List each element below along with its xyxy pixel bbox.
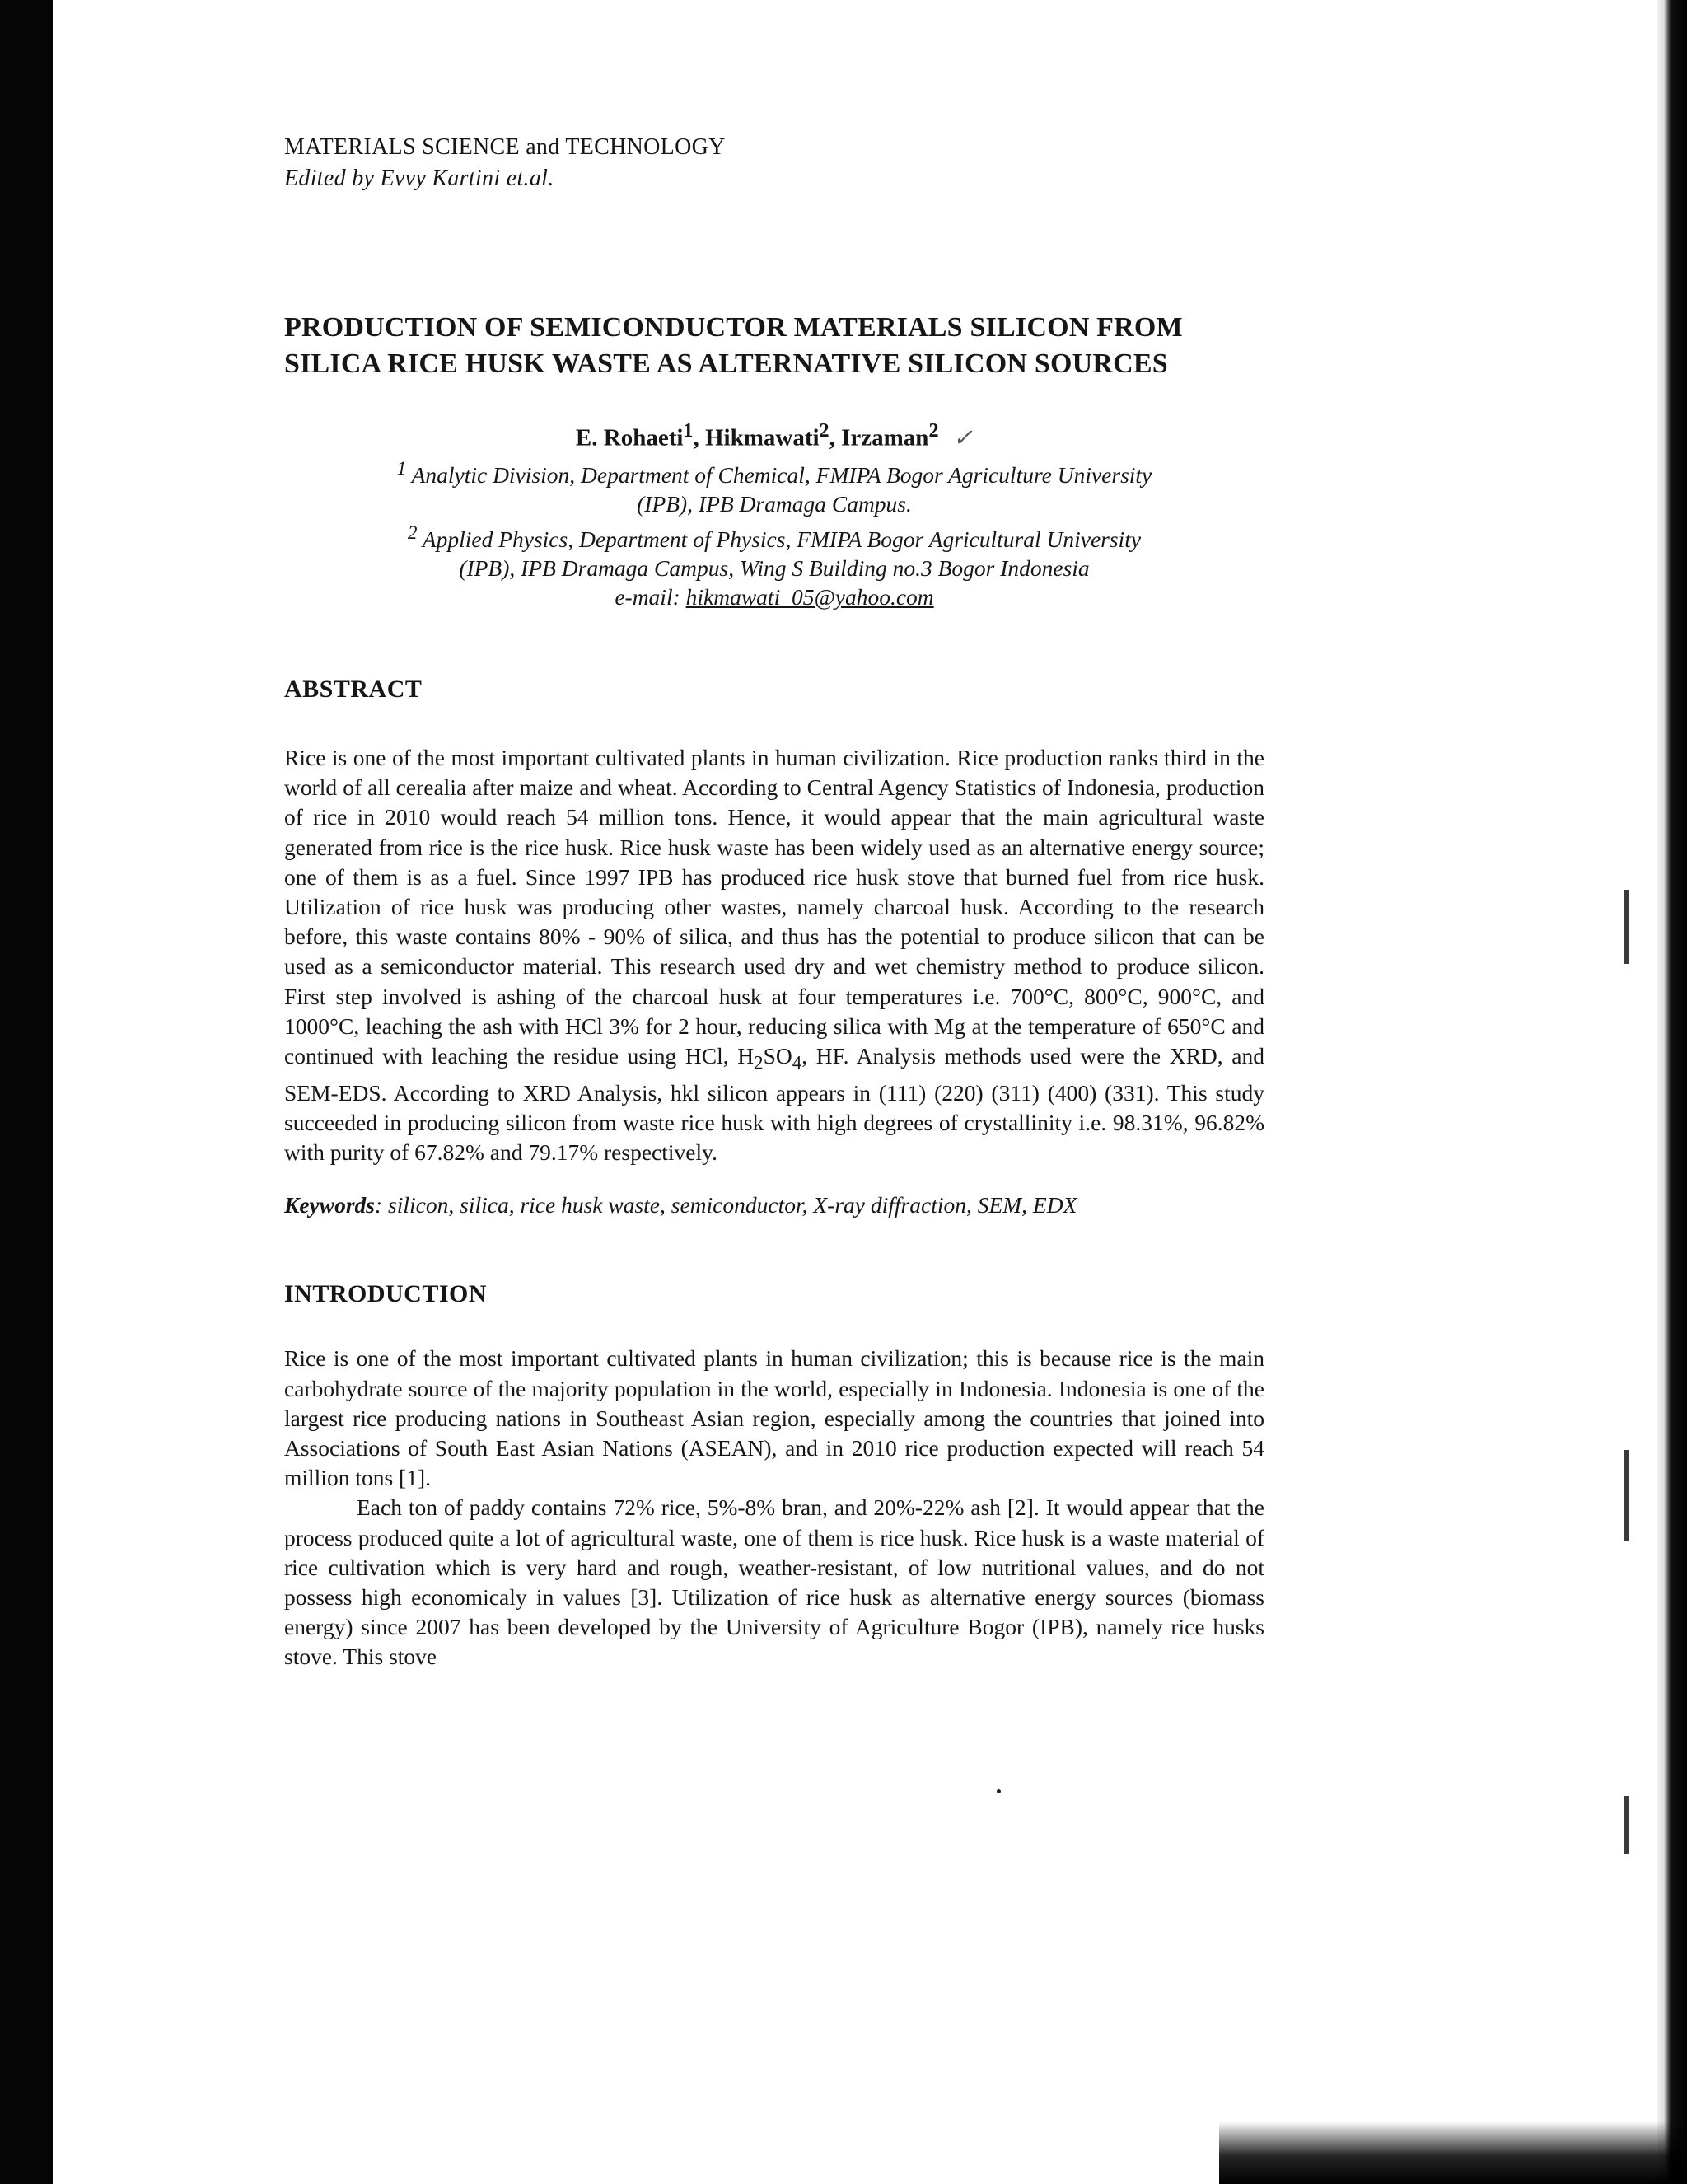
paper-title xyxy=(284,310,1264,382)
affiliation-sup: 1 xyxy=(396,457,407,479)
scan-border-right xyxy=(1657,0,1687,2184)
abstract-heading: ABSTRACT xyxy=(284,675,423,703)
affiliation-2-line-2: (IPB), IPB Dramaga Campus, Wing S Building no.3 Bogor Indonesia xyxy=(459,554,1090,581)
margin-mark xyxy=(1624,1796,1629,1854)
introduction-paragraph-2: Each ton of paddy contains 72% rice, 5%-8% bran, and 20%-22% ash [2]. It would appear that the process produced quite a lot of agricultural waste, one of them is rice husk. Rice husk is a waste material of rice cultivation which is very hard and rough, weather-resistant, of low nutritional values, and do not possess high economicaly in values [3]. Utilization of rice husk as alternative energy sources (biomass energy) since 2007 has been developed by the University of Agriculture Bogor (IPB), namely rice husks stove. This stove xyxy=(284,1494,1264,1670)
email-line xyxy=(284,582,1264,611)
handwritten-check-mark: ✓ xyxy=(952,424,974,451)
keywords-text: silicon, silica, rice husk waste, semiconductor, X-ray diffraction, SEM, EDX xyxy=(388,1192,1077,1218)
abstract-text-3: , HF. Analysis methods used were the XRD, and SEM-EDS. According to XRD Analysis, hkl silicon appears in (111) (220) (311) (400) (331). This study succeeded in producing silicon from waste rice husk with high degrees of crystallinity i.e. 98.31%, 96.82% with purity of 67.82% and 79.17% respectively. xyxy=(284,1043,1264,1166)
author-affil-sup: 1 xyxy=(683,419,694,442)
formula-subscript: 2 xyxy=(754,1052,764,1073)
affiliation-1-line-1 xyxy=(284,454,1264,489)
author-affil-sup: 2 xyxy=(928,419,939,442)
keywords-label: Keywords xyxy=(284,1192,375,1218)
author-name: E. Rohaeti xyxy=(575,424,684,451)
scan-border-left xyxy=(0,0,53,2184)
email-link[interactable]: hikmawati_05@yahoo.com xyxy=(685,583,934,610)
scan-border-bottom xyxy=(1219,2121,1687,2184)
abstract-text-2: , leaching the ash with HCl 3% for 2 hour, reducing silica with Mg at the temperature of 650°C and continued with leaching the residue using HCl, xyxy=(284,1012,1264,1069)
formula-subscript: 4 xyxy=(792,1052,802,1073)
abstract-text-1: Rice is one of the most important cultivated plants in human civilization. Rice production ranks third in the world of all cerealia after maize and wheat. According to Central Agency Statistics of Indonesia, production of rice in 2010 would reach 54 million tons. Hence, it would appear that the main agricultural waste generated from rice is the rice husk. Rice husk waste has been widely used as an alternative energy source; one of them is as a fuel. Since 1997 IPB has produced rice husk stove that burned fuel from rice husk. Utilization of rice husk was producing other wastes, namely charcoal husk. According to the research before, this waste contains 80% - 90% of silica, and thus has the potential to produce silicon that can be used as a semiconductor material. This research used dry and wet chemistry method to produce silicon. First step involved is ashing of the charcoal husk at four temperatures i.e. xyxy=(284,744,1264,1009)
title-line-1: PRODUCTION OF SEMICONDUCTOR MATERIALS SILICON FROM xyxy=(284,312,1183,343)
author-list: E. Rohaeti$^1$, Hikmawati$^2$, Irzaman$^2$ ✓ xyxy=(575,419,974,451)
page-dot xyxy=(997,1789,1001,1793)
email-label: e-mail: xyxy=(615,583,680,610)
margin-mark xyxy=(1624,890,1629,964)
margin-mark xyxy=(1624,1450,1629,1541)
formula-part: SO xyxy=(763,1043,792,1069)
affiliation-1-line-2: (IPB), IPB Dramaga Campus. xyxy=(637,490,912,517)
keywords-line: Keywords: silicon, silica, rice husk waste, semiconductor, X-ray diffraction, SEM, EDX xyxy=(284,1192,1077,1218)
paper-page xyxy=(284,132,1264,1672)
author-name: Irzaman xyxy=(841,424,929,451)
title-line-2: SILICA RICE HUSK WASTE AS ALTERNATIVE SILICON SOURCES xyxy=(284,348,1168,379)
introduction-paragraph-1: Rice is one of the most important cultivated plants in human civilization; this is because rice is the main carbohydrate source of the majority population in the world, especially in Indonesia. Indonesia is one of the largest rice producing nations in Southeast Asian region, especially among the countries that joined into Associations of South East Asian Nations (ASEAN), and in 2010 rice production expected will reach 54 million tons [1]. xyxy=(284,1345,1264,1491)
editor-line: Edited by Evvy Kartini et.al. xyxy=(284,166,554,191)
affiliation-sup: 2 xyxy=(407,521,418,543)
affiliation-text: Analytic Division, Department of Chemical, FMIPA Bogor Agriculture University xyxy=(411,461,1152,488)
running-header xyxy=(284,132,1264,194)
author-name: Hikmawati xyxy=(704,424,820,451)
affiliations xyxy=(284,454,1264,611)
introduction-heading: INTRODUCTION xyxy=(284,1280,488,1308)
affiliation-2-line-1 xyxy=(284,518,1264,554)
series-title: MATERIALS SCIENCE and TECHNOLOGY xyxy=(284,134,726,160)
author-affil-sup: 2 xyxy=(819,419,829,442)
abstract-paragraph xyxy=(284,743,1264,1167)
affiliation-text: Applied Physics, Department of Physics, FMIPA Bogor Agricultural University xyxy=(422,526,1142,552)
formula-part: H xyxy=(737,1043,755,1069)
abstract-temperatures: 700°C, 800°C, 900°C, and 1000°C xyxy=(284,983,1264,1039)
